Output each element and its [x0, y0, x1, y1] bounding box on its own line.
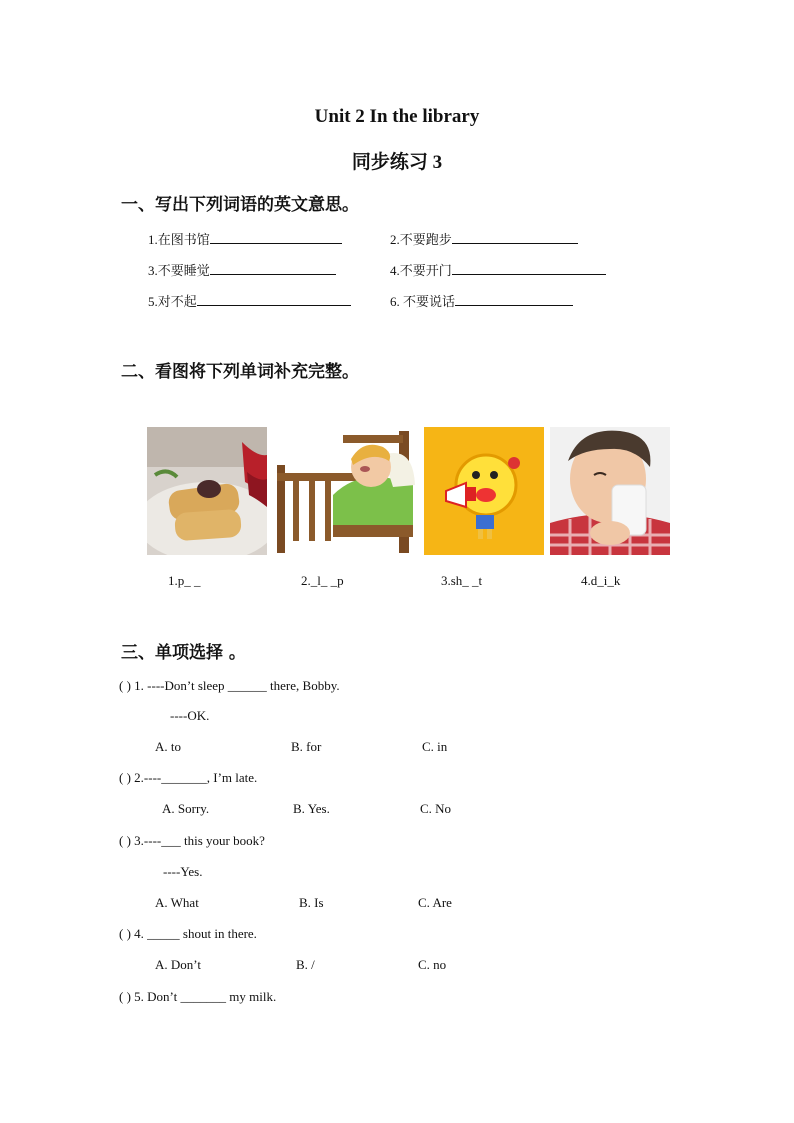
vocab-item-1: 1.在图书馆	[148, 229, 342, 248]
option-b[interactable]: B. /	[296, 957, 315, 972]
answer-blank[interactable]	[210, 262, 336, 275]
option-a[interactable]: A. What	[155, 895, 199, 910]
shouting-cartoon	[424, 427, 544, 555]
answer-bracket[interactable]: ( )	[119, 770, 131, 785]
vocab-item-6: 6. 不要说话	[390, 291, 573, 310]
page-subtitle: 同步练习 3	[351, 152, 443, 173]
word-blank-2: 2._l_ _p	[301, 573, 344, 588]
option-a[interactable]: A. Sorry.	[162, 801, 210, 816]
section-1-heading: 一、写出下列词语的英文意思。	[121, 195, 359, 215]
question-1	[119, 678, 340, 694]
option-a[interactable]: A. Don’t	[155, 957, 201, 972]
question-1-reply: ----OK.	[170, 708, 210, 723]
word-blank-4: 4.d_i_k	[581, 573, 621, 588]
answer-blank[interactable]	[197, 293, 351, 306]
question-3-reply: ----Yes.	[163, 864, 203, 879]
option-c[interactable]: C. No	[420, 801, 452, 816]
answer-blank[interactable]	[210, 231, 342, 244]
vocab-item-4: 4.不要开门	[390, 260, 606, 279]
vocab-item-3: 3.不要睡觉	[148, 260, 336, 279]
question-text: 5. Don’t _______ my milk.	[134, 989, 277, 1004]
option-c[interactable]: C. no	[418, 957, 447, 972]
question-3	[119, 833, 265, 849]
question-4	[119, 926, 257, 942]
word-blank-3: 3.sh_ _t	[441, 573, 483, 588]
question-text: 1. ----Don’t sleep ______ there, Bobby.	[134, 678, 340, 693]
question-5	[119, 989, 276, 1005]
sleeping-boy-illustration	[273, 425, 421, 557]
vocab-item-2: 2.不要跑步	[390, 229, 578, 248]
answer-bracket[interactable]: ( )	[119, 833, 131, 848]
answer-bracket[interactable]: ( )	[119, 989, 131, 1004]
answer-blank[interactable]	[455, 293, 573, 306]
food-photo	[147, 427, 267, 555]
option-b[interactable]: B. Yes.	[293, 801, 330, 816]
answer-blank[interactable]	[452, 262, 606, 275]
vocab-item-5: 5.对不起	[148, 291, 351, 310]
option-c[interactable]: C. Are	[418, 895, 452, 910]
page-title: Unit 2 In the library	[314, 106, 480, 127]
question-2	[119, 770, 257, 786]
answer-bracket[interactable]: ( )	[119, 678, 131, 693]
question-text: 2.----_______, I’m late.	[134, 770, 258, 785]
word-blank-1: 1.p_ _	[168, 573, 201, 588]
question-text: 4. _____ shout in there.	[134, 926, 257, 941]
section-3-heading: 三、单项选择 。	[121, 643, 246, 663]
option-c[interactable]: C. in	[422, 739, 448, 754]
section-2-heading: 二、看图将下列单词补充完整。	[121, 362, 359, 382]
answer-bracket[interactable]: ( )	[119, 926, 131, 941]
boy-drinking-milk-photo	[550, 427, 670, 555]
option-a[interactable]: A. to	[155, 739, 181, 754]
option-b[interactable]: B. for	[291, 739, 322, 754]
question-text: 3.----___ this your book?	[134, 833, 265, 848]
answer-blank[interactable]	[452, 231, 578, 244]
option-b[interactable]: B. Is	[299, 895, 324, 910]
